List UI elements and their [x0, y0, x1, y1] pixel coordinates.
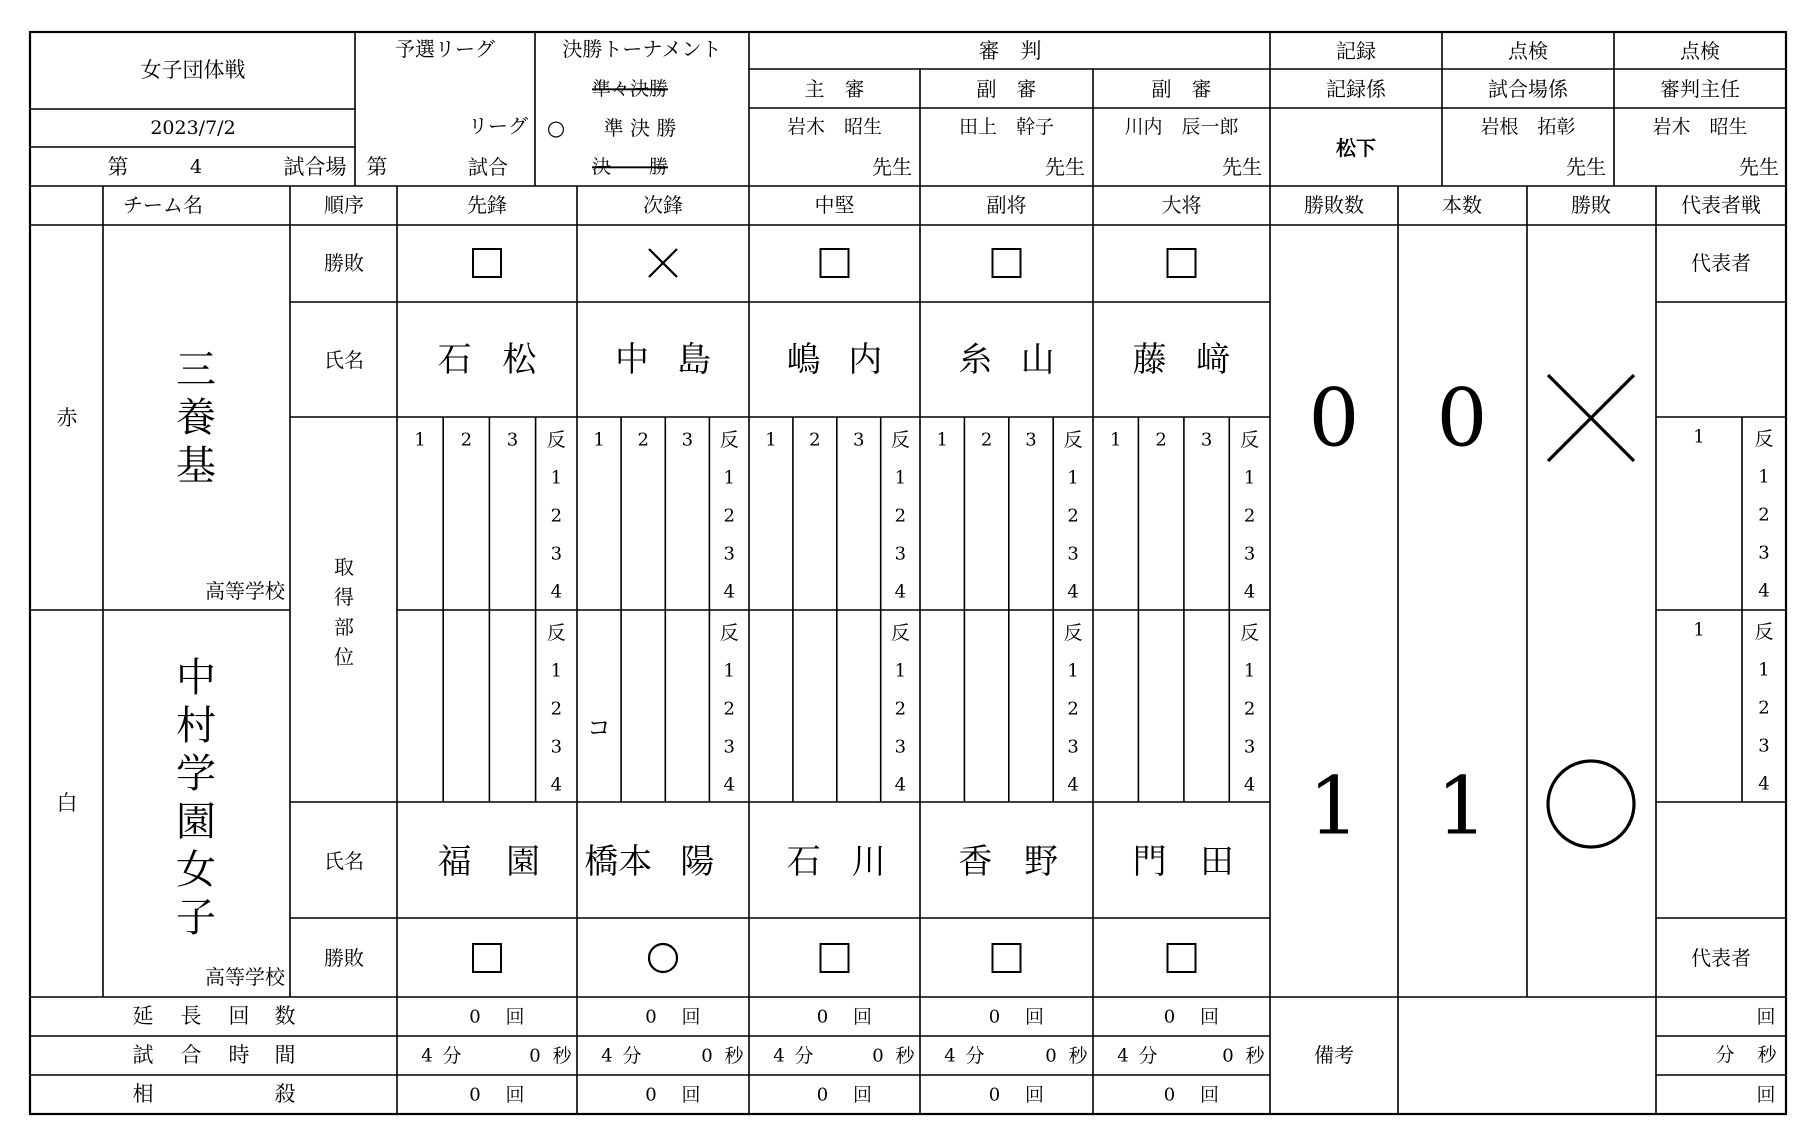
foul-number: 2	[1067, 505, 1079, 527]
red-player-name: 﨑	[1196, 340, 1231, 380]
score-column-header: 1	[593, 429, 605, 451]
red-player-name: 山	[1020, 340, 1055, 380]
foul-column-header: 反	[719, 622, 739, 644]
court-number: 4	[189, 156, 203, 178]
sensei-suffix: 先生	[1222, 155, 1262, 179]
minutes-unit: 分	[794, 1045, 814, 1067]
red-bout-result-mark	[821, 249, 849, 277]
red-player-name: 石	[437, 340, 472, 380]
check1-name: 岩根 拓彰	[1480, 116, 1576, 138]
score-column-header: 2	[637, 429, 649, 451]
check1-role: 試合場係	[1488, 77, 1568, 101]
rep-score-1: 1	[1693, 619, 1705, 641]
white-player-name: 園	[506, 842, 540, 882]
foul-number: 3	[894, 736, 907, 758]
red-bout-result-mark	[993, 249, 1021, 277]
times-unit: 回	[1199, 1006, 1220, 1028]
seconds-unit: 秒	[895, 1045, 915, 1067]
foul-column-header: 反	[719, 429, 739, 451]
foul-number: 3	[1243, 543, 1256, 565]
score-column-header: 2	[980, 429, 993, 451]
foul-number: 4	[1243, 581, 1256, 603]
position-header: 次鋒	[643, 193, 683, 217]
score-column-header: 3	[1025, 429, 1037, 451]
foul-number: 4	[1067, 774, 1079, 796]
score-column-header: 3	[852, 429, 865, 451]
order-column-header: 順序	[324, 193, 364, 217]
foul-number: 4	[1243, 774, 1256, 796]
scoring-parts-row-label: 取得部位	[334, 555, 354, 669]
white-bout-result-mark	[821, 944, 849, 972]
foul-number: 1	[550, 660, 563, 682]
foul-number: 3	[894, 543, 907, 565]
minutes-unit: 分	[442, 1045, 462, 1067]
white-outcome-mark	[1548, 761, 1634, 847]
red-player-name: 糸	[958, 340, 993, 380]
position-header: 中堅	[814, 193, 855, 217]
times-unit: 回	[852, 1084, 873, 1106]
red-bout-result-mark	[1168, 249, 1196, 277]
foul-number: 1	[1243, 660, 1256, 682]
match-seconds: 0	[529, 1045, 541, 1067]
foul-number: 2	[723, 505, 735, 527]
foul-column-header: 反	[1240, 429, 1260, 451]
wins-column-header: 勝敗数	[1304, 193, 1364, 217]
score-column-header: 1	[936, 429, 948, 451]
rep-foul-number: 1	[1758, 659, 1770, 681]
red-school-name: 三養基	[176, 347, 216, 489]
mutual-strike-row-label: 相 殺	[132, 1082, 296, 1106]
mutual-strike-count: 0	[645, 1084, 657, 1106]
extension-count: 0	[469, 1006, 481, 1028]
score-column-header: 1	[1109, 429, 1122, 451]
seconds-unit: 秒	[552, 1045, 572, 1067]
match-prefix: 第	[366, 155, 388, 179]
seconds-unit: 秒	[724, 1045, 744, 1067]
recorder-role: 記録係	[1326, 77, 1386, 101]
rep-seconds-unit: 秒	[1757, 1044, 1777, 1066]
white-scored-point-mark: コ	[587, 714, 611, 742]
rep-foul-number: 2	[1758, 697, 1770, 719]
check1-title: 点検	[1508, 39, 1548, 63]
rep-foul-number: 3	[1758, 542, 1770, 564]
foul-number: 2	[894, 505, 907, 527]
foul-column-header: 反	[546, 622, 566, 644]
foul-column-header: 反	[890, 429, 910, 451]
white-bout-result-mark	[649, 944, 677, 972]
match-suffix: 試合	[468, 155, 508, 179]
foul-number: 3	[550, 736, 563, 758]
white-player-name: 橋本	[584, 842, 653, 882]
extension-count: 0	[988, 1006, 1001, 1028]
times-unit: 回	[1199, 1084, 1220, 1106]
white-bout-result-mark	[473, 944, 501, 972]
sensei-suffix: 先生	[872, 155, 912, 179]
match-seconds: 0	[1222, 1045, 1234, 1067]
foul-number: 4	[723, 581, 735, 603]
white-school-name: 中村学園女子	[176, 655, 216, 941]
record-title: 記録	[1336, 39, 1376, 63]
foul-number: 1	[894, 660, 907, 682]
foul-number: 3	[1067, 736, 1079, 758]
rep-times-unit: 回	[1756, 1006, 1776, 1028]
rep-foul-number: 1	[1758, 466, 1770, 488]
rep-foul-header: 反	[1754, 621, 1774, 643]
red-school-suffix: 高等学校	[205, 579, 285, 603]
foul-number: 3	[723, 736, 735, 758]
red-wins-total: 0	[1308, 371, 1360, 465]
position-header: 大将	[1161, 193, 1202, 217]
score-column-header: 3	[1200, 429, 1213, 451]
sensei-suffix: 先生	[1045, 155, 1085, 179]
foul-number: 2	[723, 698, 735, 720]
foul-number: 1	[1067, 660, 1079, 682]
white-player-name: 川	[851, 842, 886, 882]
representative-label: 代表者	[1691, 251, 1751, 275]
times-unit: 回	[505, 1006, 525, 1028]
red-player-name: 嶋	[786, 340, 821, 380]
foul-number: 3	[1067, 543, 1079, 565]
referee-name: 岩木 昭生	[786, 116, 883, 138]
white-player-name: 門	[1132, 842, 1167, 882]
white-player-name: 石	[786, 842, 821, 882]
rep-score-1: 1	[1693, 426, 1705, 448]
red-player-name: 松	[502, 340, 537, 380]
white-bout-result-mark	[1168, 944, 1196, 972]
rep-times-unit: 回	[1756, 1084, 1776, 1106]
name-row-label: 氏名	[324, 849, 364, 873]
score-column-header: 3	[681, 429, 694, 451]
times-unit: 回	[1024, 1006, 1045, 1028]
seconds-unit: 秒	[1068, 1045, 1088, 1067]
rep-minutes-unit: 分	[1715, 1044, 1735, 1066]
foul-number: 4	[894, 774, 907, 796]
foul-column-header: 反	[1063, 429, 1083, 451]
foul-number: 3	[723, 543, 735, 565]
name-row-label: 氏名	[324, 348, 364, 372]
referee-role: 副 審	[1151, 77, 1212, 101]
sensei-suffix: 先生	[1739, 155, 1779, 179]
score-column-header: 1	[414, 429, 426, 451]
rep-foul-number: 3	[1758, 735, 1770, 757]
red-player-name: 島	[676, 340, 711, 380]
remarks-label: 備考	[1314, 1043, 1354, 1067]
foul-number: 2	[894, 698, 907, 720]
minutes-unit: 分	[965, 1045, 985, 1067]
court-suffix: 試合場	[283, 155, 347, 179]
table-text	[57, 37, 1780, 1106]
times-unit: 回	[505, 1084, 525, 1106]
check2-role: 審判主任	[1660, 77, 1740, 101]
result-column-header: 勝敗	[1571, 193, 1611, 217]
referee-role: 副 審	[976, 77, 1037, 101]
score-column-header: 3	[506, 429, 519, 451]
mutual-strike-count: 0	[988, 1084, 1001, 1106]
mutual-strike-count: 0	[1163, 1084, 1176, 1106]
foul-number: 1	[1243, 467, 1256, 489]
check2-name: 岩木 昭生	[1652, 116, 1748, 138]
foul-number: 1	[894, 467, 907, 489]
final-label: 決 勝	[591, 156, 669, 178]
foul-number: 4	[894, 581, 907, 603]
rep-foul-number: 2	[1758, 504, 1770, 526]
court-prefix: 第	[107, 155, 129, 179]
recorder-name: 松下	[1336, 136, 1376, 160]
foul-number: 4	[723, 774, 735, 796]
foul-column-header: 反	[1063, 622, 1083, 644]
referee-name: 川内 辰一郎	[1124, 116, 1239, 138]
score-column-header: 2	[1155, 429, 1167, 451]
times-unit: 回	[852, 1006, 873, 1028]
minutes-unit: 分	[1138, 1045, 1158, 1067]
match-time-row-label: 試 合 時 間	[132, 1043, 296, 1067]
win-loss-row-label: 勝敗	[324, 251, 364, 275]
rep-foul-header: 反	[1754, 428, 1774, 450]
extension-count: 0	[1163, 1006, 1176, 1028]
foul-column-header: 反	[890, 622, 910, 644]
mutual-strike-count: 0	[816, 1084, 829, 1106]
score-column-header: 2	[809, 429, 821, 451]
match-minutes: 4	[773, 1045, 785, 1067]
times-unit: 回	[681, 1084, 701, 1106]
minutes-unit: 分	[622, 1045, 642, 1067]
times-unit: 回	[1024, 1084, 1045, 1106]
league-label: リーグ	[468, 114, 528, 138]
white-player-name: 野	[1024, 842, 1059, 882]
foul-number: 2	[1243, 505, 1256, 527]
team-column-header: チーム名	[123, 193, 203, 217]
red-player-name: 内	[848, 340, 883, 380]
event-title: 女子団体戦	[140, 58, 246, 82]
red-outcome-mark	[1548, 375, 1634, 461]
extensions-row-label: 延 長 回 数	[132, 1004, 296, 1028]
white-side-label: 白	[56, 791, 78, 815]
red-points-total: 0	[1436, 371, 1488, 465]
match-minutes: 4	[944, 1045, 956, 1067]
position-header: 先鋒	[467, 193, 507, 217]
times-unit: 回	[681, 1006, 701, 1028]
rep-bout-column-header: 代表者戦	[1681, 193, 1761, 217]
position-header: 副将	[986, 193, 1027, 217]
match-seconds: 0	[1045, 1045, 1057, 1067]
referees-title: 審 判	[978, 39, 1042, 63]
foul-number: 4	[1067, 581, 1079, 603]
match-date: 2023/7/2	[150, 117, 236, 139]
points-column-header: 本数	[1442, 193, 1482, 217]
foul-number: 1	[723, 467, 735, 489]
foul-number: 3	[1243, 736, 1256, 758]
prelim-league-label: 予選リーグ	[395, 37, 495, 61]
white-points-total: 1	[1436, 759, 1488, 853]
representative-label: 代表者	[1691, 946, 1751, 970]
foul-column-header: 反	[1240, 622, 1260, 644]
score-column-header: 1	[765, 429, 777, 451]
win-loss-row-label: 勝敗	[324, 946, 364, 970]
quarterfinal-label: 準々決勝	[591, 78, 669, 100]
white-player-name: 田	[1199, 842, 1234, 882]
red-player-name: 藤	[1132, 340, 1167, 380]
rep-foul-number: 4	[1758, 773, 1770, 795]
foul-number: 2	[550, 698, 563, 720]
red-bout-result-mark	[473, 249, 501, 277]
foul-number: 2	[1243, 698, 1256, 720]
extension-count: 0	[645, 1006, 657, 1028]
foul-number: 4	[550, 581, 563, 603]
red-bout-result-mark	[649, 249, 677, 277]
match-minutes: 4	[601, 1045, 613, 1067]
outer-frame	[30, 32, 1786, 1114]
match-minutes: 4	[421, 1045, 433, 1067]
white-school-suffix: 高等学校	[205, 965, 285, 989]
red-player-name: 中	[615, 340, 650, 380]
semifinal-selected-mark: ○	[546, 116, 566, 140]
foul-number: 2	[550, 505, 563, 527]
semifinal-label: 準 決 勝	[603, 116, 677, 140]
foul-number: 3	[550, 543, 563, 565]
foul-number: 1	[550, 467, 563, 489]
foul-number: 4	[550, 774, 563, 796]
extension-count: 0	[816, 1006, 829, 1028]
match-seconds: 0	[701, 1045, 713, 1067]
referee-role: 主 審	[804, 77, 865, 101]
red-side-label: 赤	[56, 406, 78, 430]
foul-number: 2	[1067, 698, 1079, 720]
score-column-header: 2	[460, 429, 473, 451]
sensei-suffix: 先生	[1566, 155, 1606, 179]
rep-foul-number: 4	[1758, 580, 1770, 602]
white-bout-result-mark	[993, 944, 1021, 972]
white-player-name: 香	[958, 842, 993, 882]
seconds-unit: 秒	[1245, 1045, 1265, 1067]
white-wins-total: 1	[1308, 759, 1360, 853]
match-seconds: 0	[872, 1045, 884, 1067]
referee-name: 田上 幹子	[958, 116, 1055, 138]
mutual-strike-count: 0	[469, 1084, 481, 1106]
white-player-name: 福	[437, 842, 472, 882]
foul-number: 1	[1067, 467, 1079, 489]
final-tournament-label: 決勝トーナメント	[562, 37, 722, 61]
foul-column-header: 反	[546, 429, 566, 451]
table-grid-lines	[30, 32, 1786, 1114]
check2-title: 点検	[1680, 39, 1720, 63]
white-player-name: 陽	[680, 842, 715, 882]
match-minutes: 4	[1117, 1045, 1129, 1067]
foul-number: 1	[723, 660, 735, 682]
